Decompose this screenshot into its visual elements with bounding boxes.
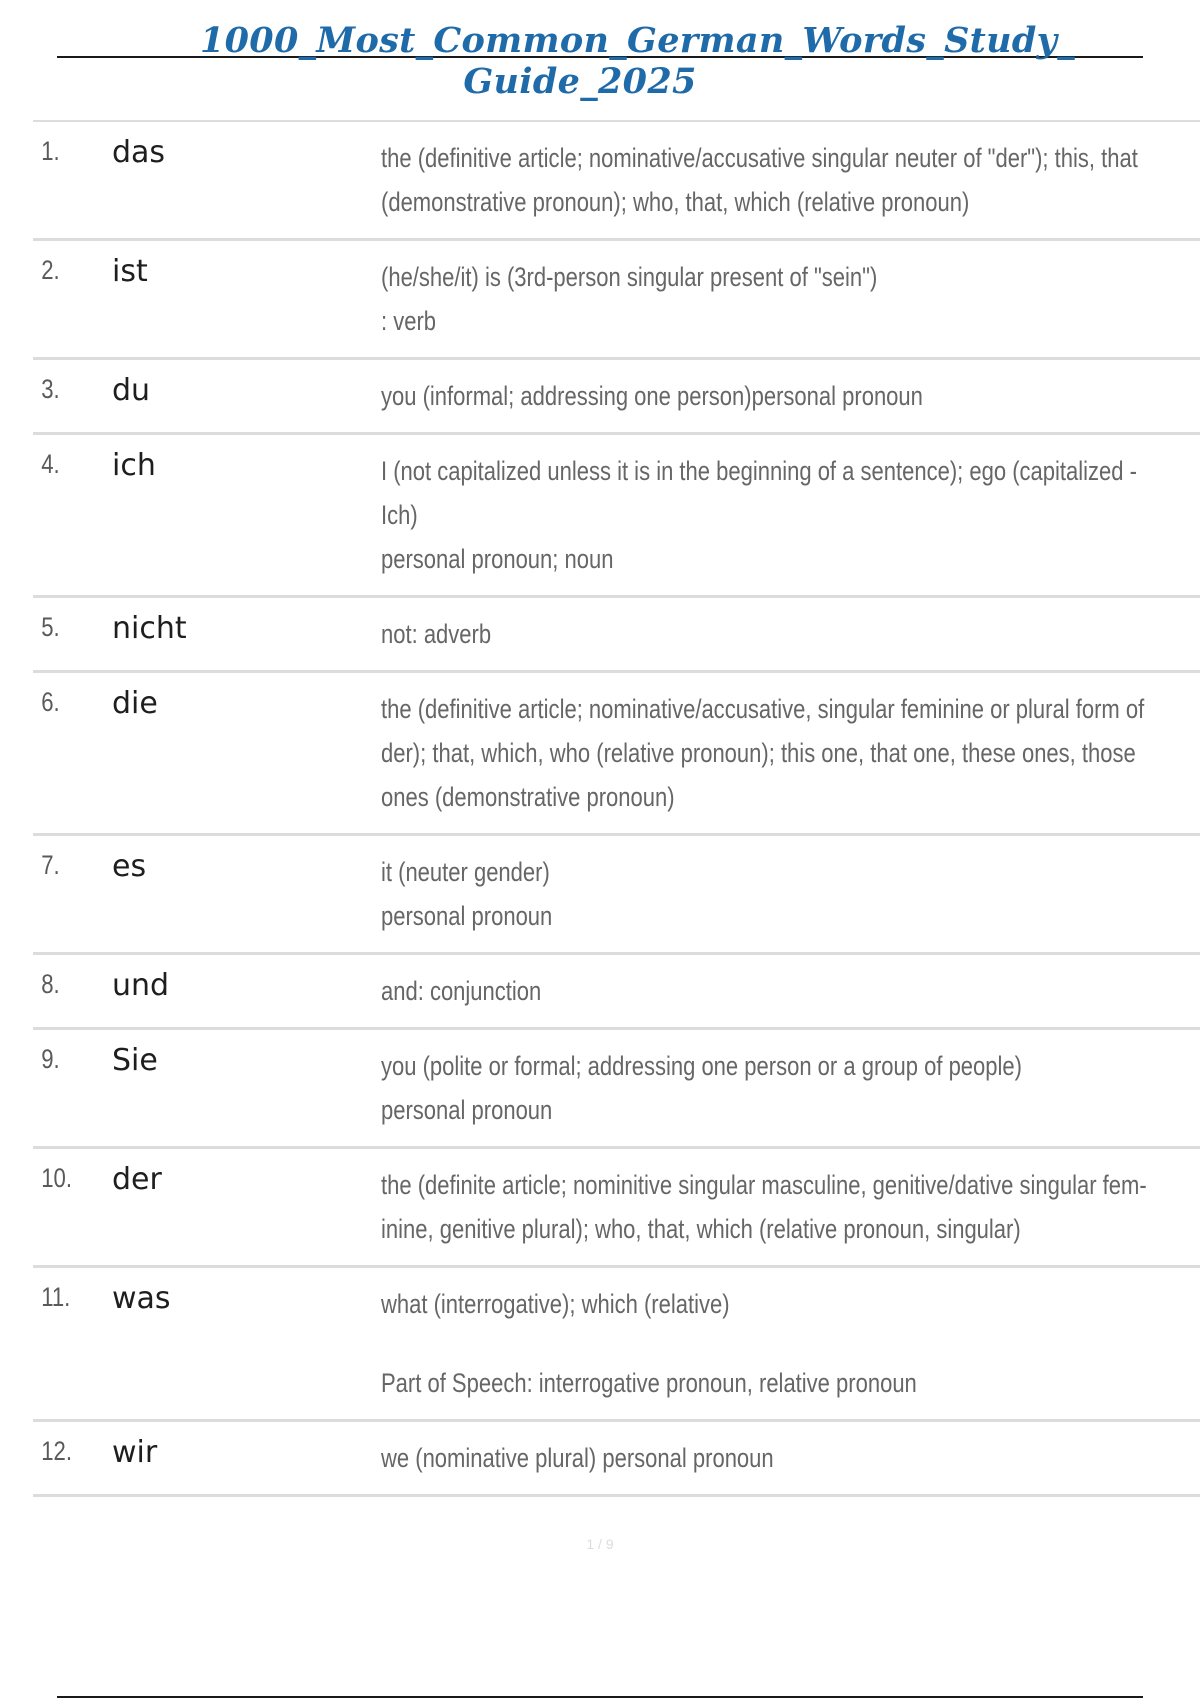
german-word: was [112, 1281, 171, 1316]
entry-number: 8. [41, 969, 60, 999]
table-row [33, 1422, 1200, 1497]
definition [381, 241, 1200, 357]
table-row [33, 836, 1200, 955]
entry-number: 4. [41, 449, 60, 479]
german-word: die [112, 686, 158, 721]
definition-line: Ich) [381, 500, 418, 530]
german-word: nicht [112, 611, 187, 646]
definition [381, 1422, 1200, 1494]
entry-number: 5. [41, 612, 60, 642]
definition [381, 598, 1200, 670]
definition-line: you (polite or formal; addressing one person or a group of people) [381, 1051, 1022, 1081]
definition-line: Part of Speech: interrogative pronoun, relative pronoun [381, 1368, 917, 1398]
entry-number: 7. [41, 850, 60, 880]
definition [381, 435, 1200, 595]
table-row [33, 598, 1200, 673]
definition-line: personal pronoun; noun [381, 544, 614, 574]
definition-line [381, 1326, 1200, 1361]
definition [381, 360, 1200, 432]
definition [381, 836, 1200, 952]
entry-number: 12. [41, 1436, 72, 1466]
definition [381, 673, 1200, 833]
entry-number: 11. [41, 1282, 71, 1312]
entry-number: 3. [41, 374, 60, 404]
definition-line: the (definitive article; nominative/accusative, singular feminine or plural form of [381, 694, 1145, 724]
german-word: wir [112, 1435, 158, 1470]
table-row [33, 1030, 1200, 1149]
definition-line: (demonstrative pronoun); who, that, which (relative pronoun) [381, 187, 970, 217]
definition-line: personal pronoun [381, 1095, 553, 1125]
definition-line: it (neuter gender) [381, 857, 550, 887]
german-word: Sie [112, 1043, 158, 1078]
definition-line: the (definitive article; nominative/accusative singular neuter of "der"); this, that [381, 143, 1138, 173]
german-word: du [112, 373, 151, 408]
word-list-table [33, 120, 1200, 1497]
definition-line: personal pronoun [381, 901, 553, 931]
definition-line: inine, genitive plural); who, that, which (relative pronoun, singular) [381, 1214, 1021, 1244]
definition-line: I (not capitalized unless it is in the beginning of a sentence); ego (capitalized - [381, 456, 1137, 486]
definition-line: you (informal; addressing one person)personal pronoun [381, 381, 923, 411]
table-row [33, 435, 1200, 598]
definition [381, 1030, 1200, 1146]
entry-number: 9. [41, 1044, 60, 1074]
table-row [33, 360, 1200, 435]
german-word: ist [112, 254, 148, 289]
german-word: das [112, 135, 166, 170]
german-word: und [112, 968, 170, 1003]
document-title [200, 20, 1076, 102]
definition-line: der); that, which, who (relative pronoun); this one, that one, these ones, those [381, 738, 1136, 768]
definition-line: we (nominative plural) personal pronoun [381, 1443, 774, 1473]
definition-line: ones (demonstrative pronoun) [381, 782, 675, 812]
table-row [33, 955, 1200, 1030]
table-row [33, 673, 1200, 836]
entry-number: 6. [41, 687, 60, 717]
german-word: ich [112, 448, 156, 483]
definition [381, 122, 1200, 238]
german-word: es [112, 849, 147, 884]
german-word: der [112, 1162, 162, 1197]
definition-line: what (interrogative); which (relative) [381, 1289, 730, 1319]
definition-line: and: conjunction [381, 976, 542, 1006]
table-row [33, 1149, 1200, 1268]
table-row [33, 122, 1200, 241]
entry-number: 1. [41, 136, 60, 166]
definition [381, 1149, 1200, 1265]
definition-line: (he/she/it) is (3rd-person singular present of "sein") [381, 262, 878, 292]
footer-rule [57, 1696, 1143, 1698]
table-row [33, 241, 1200, 360]
definition-line: : verb [381, 306, 437, 336]
definition [381, 955, 1200, 1027]
definition [381, 1268, 1200, 1419]
definition-line: not: adverb [381, 619, 492, 649]
definition-line: the (definite article; nominitive singular masculine, genitive/dative singular fem- [381, 1170, 1147, 1200]
document-title-line-2: Guide_2025 [463, 61, 697, 102]
table-row [33, 1268, 1200, 1422]
entry-number: 2. [41, 255, 60, 285]
page-indicator: 1 / 9 [586, 1536, 614, 1552]
document-title-line-1: 1000_Most_Common_German_Words_Study_ [200, 20, 1076, 61]
entry-number: 10. [41, 1163, 72, 1193]
